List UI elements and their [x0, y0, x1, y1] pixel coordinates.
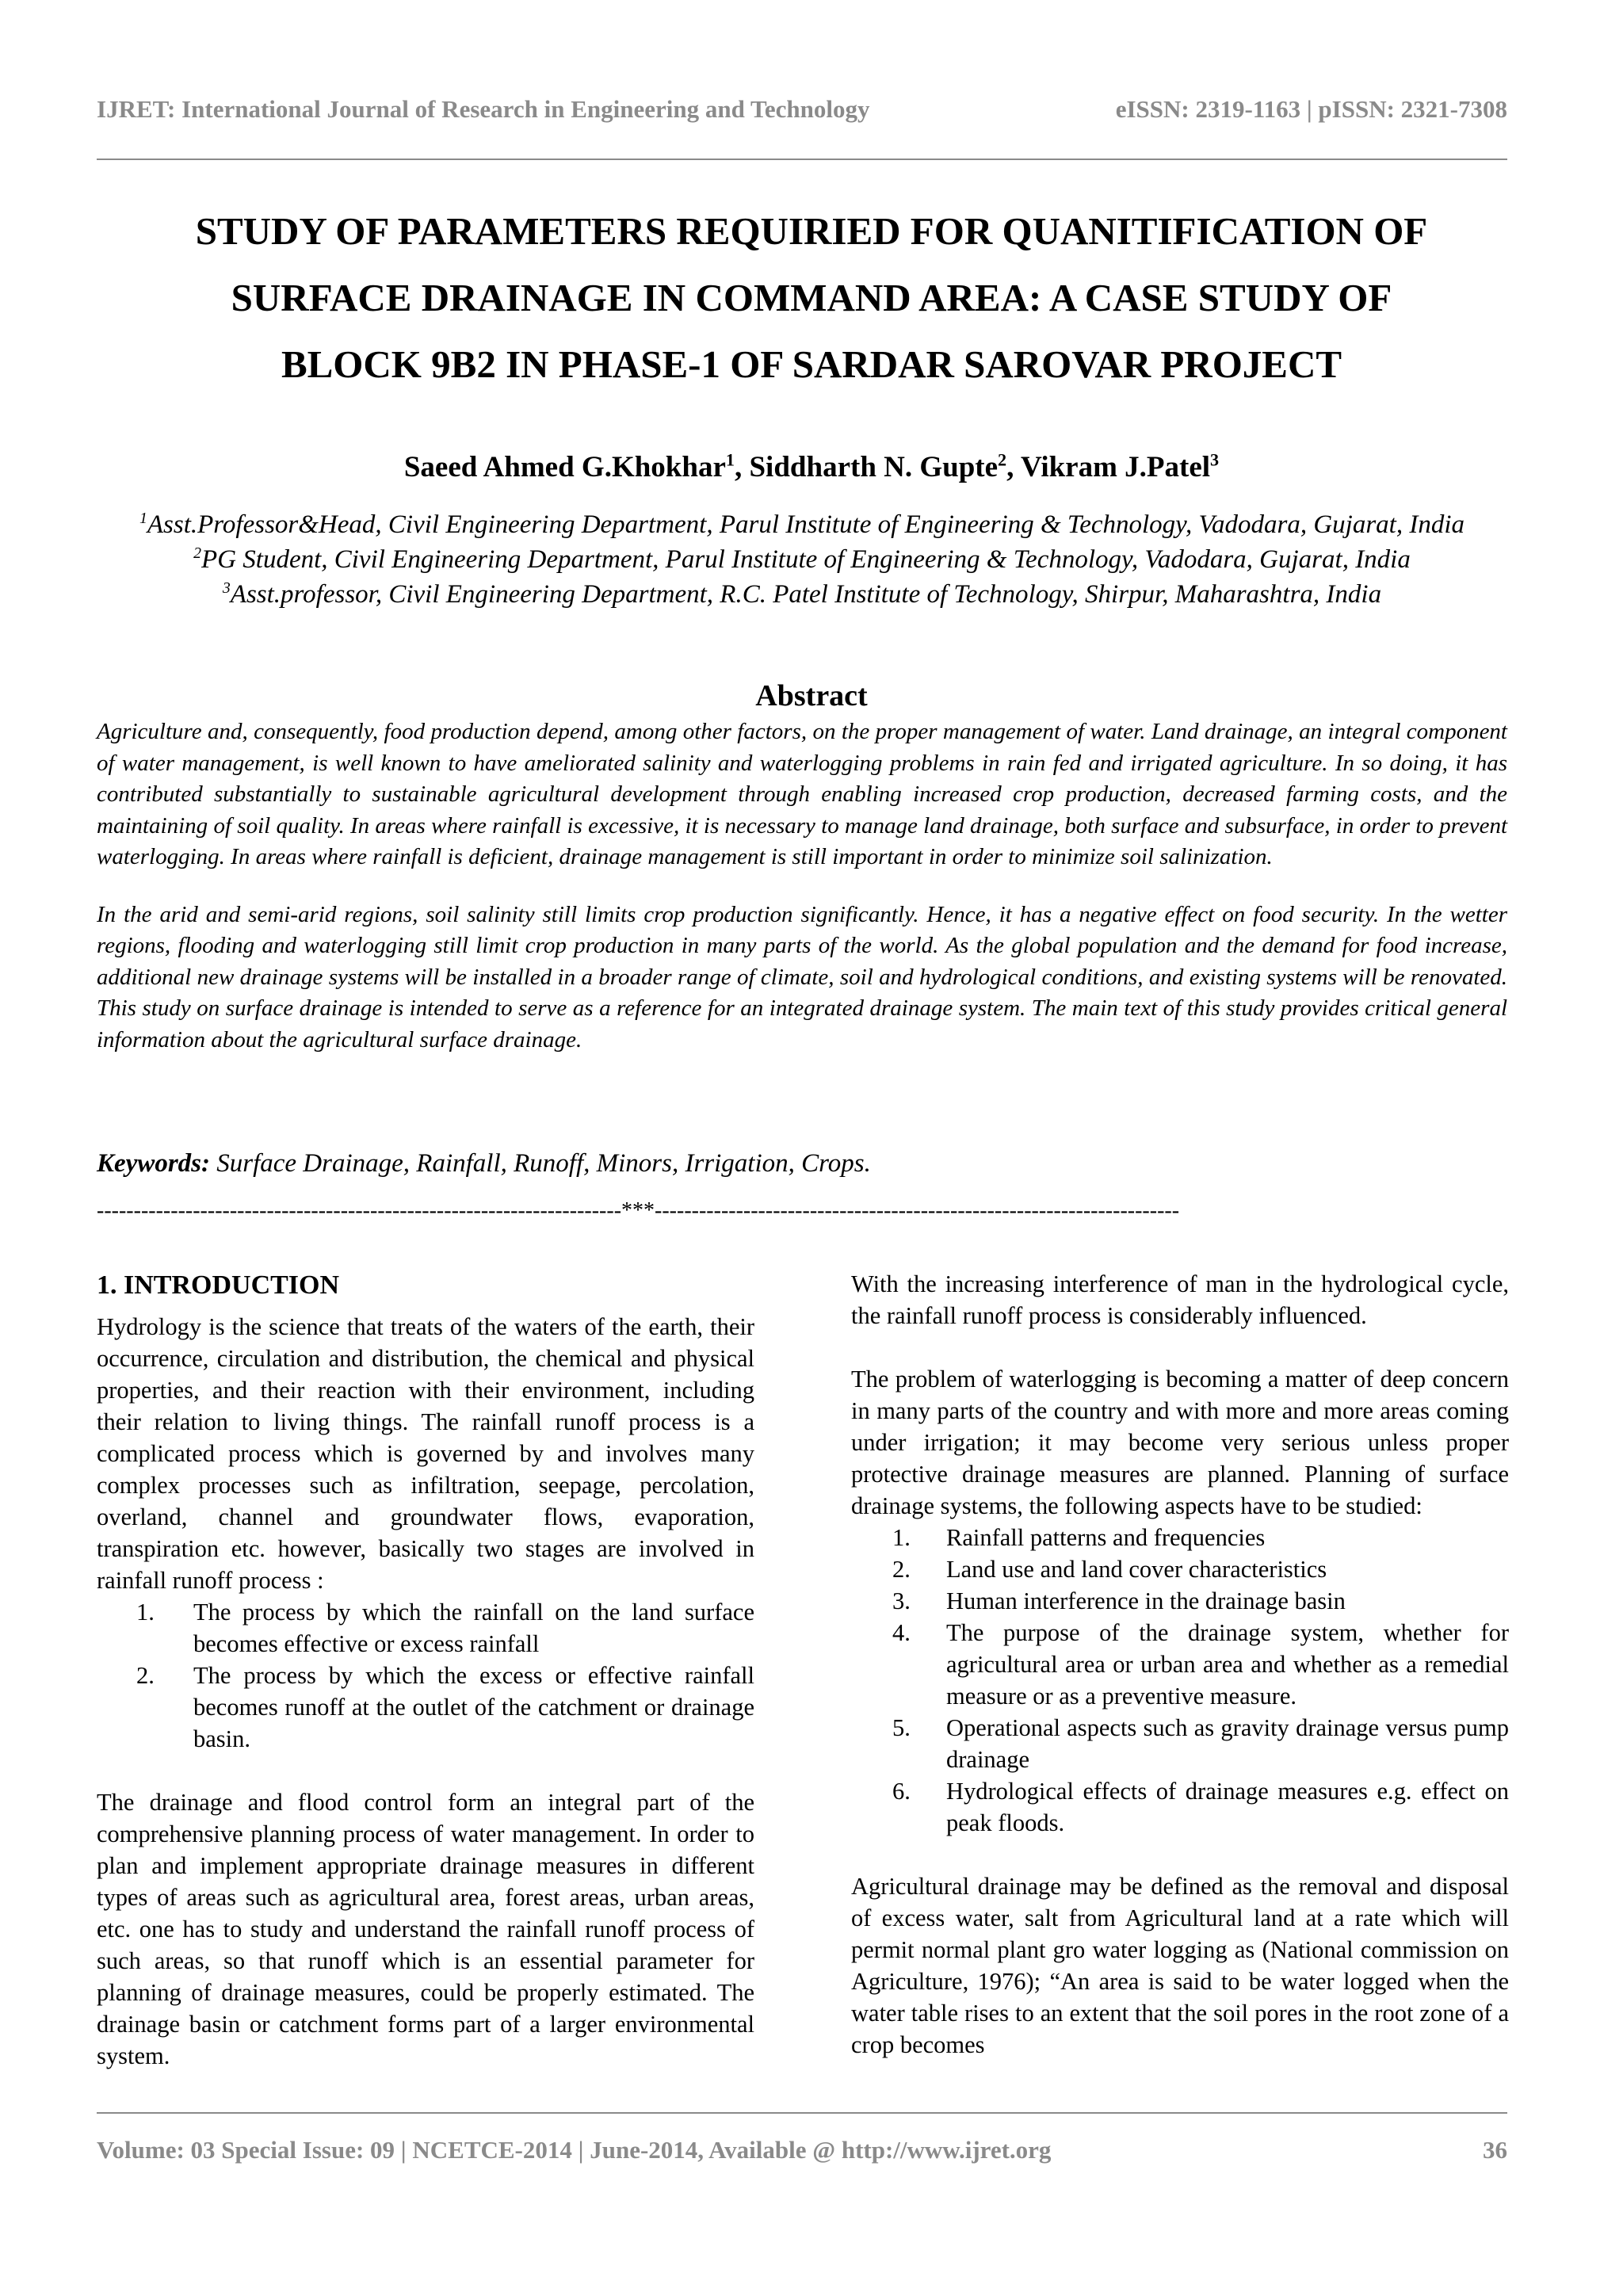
author-name: , Siddharth N. Gupte: [734, 451, 999, 483]
list-number: 1.: [892, 1524, 911, 1551]
list-number: 2.: [892, 1556, 911, 1583]
title-line: STUDY OF PARAMETERS REQUIRIED FOR QUANITIFICATION OF: [195, 209, 1428, 253]
author-name: Saeed Ahmed G.Khokhar: [403, 451, 726, 483]
keywords-text: Surface Drainage, Rainfall, Runoff, Minors, Irrigation, Crops.: [210, 1149, 871, 1178]
numbered-list: [851, 1522, 1509, 1839]
list-item: [97, 1596, 754, 1660]
list-text: Human interference in the drainage basin: [946, 1587, 1346, 1614]
keywords-label: Keywords:: [97, 1149, 210, 1178]
author-sup: 1: [725, 449, 735, 470]
affiliation-sup: 1: [139, 510, 147, 527]
abstract-paragraph: Agriculture and, consequently, food production depend, among other factors, on the proper management of water. Land drainage, an integral component of water management, is well known to have ameliorated salinity and waterlogging problems in rain fed and irrigated agriculture. In so doing, it has contributed substantially to sustainable agricultural development through enabling increased crop production, decreased farming costs, and the maintaining of soil quality. In areas where rainfall is excessive, it is necessary to manage land drainage, both surface and subsurface, in order to prevent waterlogging. In areas where rainfall is deficient, drainage management is still important in order to minimize soil salinization.: [97, 719, 1507, 869]
left-column: [97, 1268, 754, 2103]
body-paragraph: Hydrology is the science that treats of the waters of the earth, their occurrence, circulation and distribution, the chemical and physical properties, and their reaction with their environment, including their relation to living things. The rainfall runoff process is a complicated process which is governed by and involves many complex processes such as infiltration, seepage, percolation, overland, channel and groundwater flows, evaporation, transpiration etc. however, basically two stages are involved in rainfall runoff process :: [97, 1313, 754, 1594]
body-paragraph: The problem of waterlogging is becoming a matter of deep concern in many parts of the country and with more and more areas coming under irrigation; it may become very serious unless proper protective drainage measures are planned. Planning of surface drainage systems, the following aspects have to be studied:: [851, 1366, 1509, 1519]
list-item: [851, 1585, 1509, 1617]
affiliation: [97, 542, 1507, 577]
list-item: [851, 1775, 1509, 1839]
body-paragraph: The drainage and flood control form an integral part of the comprehensive planning process of water management. In order to plan and implement appropriate drainage measures in different types of areas such as agricultural area, forest areas, urban areas, etc. one has to study and understand the rainfall runoff process of such areas, so that runoff which is an essential parameter for planning of drainage measures, could be properly estimated. The drainage basin or catchment forms part of a larger environmental system.: [97, 1789, 754, 2069]
abstract-paragraph: In the arid and semi-arid regions, soil salinity still limits crop production significantly. Hence, it has a negative effect on food security. In the wetter regions, flooding and waterlogging still limit crop production in many parts of the world. As the global population and the demand for food increase, additional new drainage systems will be installed in a broader range of climate, soil and hydrological conditions, and existing systems will be renovated. This study on surface drainage is intended to serve as a reference for an integrated drainage system. The main text of this study provides critical general information about the agricultural surface drainage.: [97, 901, 1507, 1052]
affiliation-text: Asst.professor, Civil Engineering Department, R.C. Patel Institute of Technology, Shirpur, Maharashtra, India: [230, 580, 1382, 609]
affiliations: [97, 507, 1507, 612]
numbered-list: [97, 1596, 754, 1755]
body-paragraph: Agricultural drainage may be defined as the removal and disposal of excess water, salt from Agricultural land at a rate which will permit normal plant gro water logging as (National commission on Agriculture, 1976); “An area is said to be water logged when the water table rises to an extent that the soil pores in the root zone of a crop becomes: [851, 1873, 1509, 2058]
body-paragraph: With the increasing interference of man in the hydrological cycle, the rainfall runoff process is considerably influenced.: [851, 1270, 1509, 1329]
author-name: , Vikram J.Patel: [1006, 451, 1211, 483]
title-line: BLOCK 9B2 IN PHASE-1 OF SARDAR SAROVAR PROJECT: [281, 342, 1342, 386]
list-text: The process by which the excess or effective rainfall becomes runoff at the outlet of the catchment or drainage basin.: [193, 1662, 754, 1752]
paper-title: [79, 198, 1544, 398]
list-number: 4.: [892, 1619, 911, 1646]
list-number: 6.: [892, 1778, 911, 1805]
title-line: SURFACE DRAINAGE IN COMMAND AREA: A CASE STUDY OF: [231, 276, 1392, 319]
section-separator: -----------------------------------------------------------------------***-----------------------------------------------------------------------: [97, 1198, 1180, 1223]
author-list: [79, 450, 1544, 484]
list-text: Operational aspects such as gravity drainage versus pump drainage: [946, 1714, 1509, 1773]
right-column: [851, 1268, 1509, 2092]
issn: eISSN: 2319-1163 | pISSN: 2321-7308: [1115, 95, 1507, 123]
abstract-heading: Abstract: [755, 679, 868, 712]
affiliation-sup: 2: [193, 544, 202, 562]
running-header: [97, 95, 1507, 124]
footer-rule: [97, 2112, 1507, 2114]
section-heading: 1. INTRODUCTION: [97, 1270, 340, 1300]
author-sup: 3: [1210, 449, 1220, 470]
running-footer: [97, 2136, 1507, 2164]
list-item: [851, 1617, 1509, 1712]
affiliation: [97, 577, 1507, 612]
list-text: Rainfall patterns and frequencies: [946, 1524, 1266, 1551]
page-number: 36: [1483, 2136, 1507, 2164]
list-text: The process by which the rainfall on the land surface becomes effective or excess rainfall: [193, 1599, 754, 1657]
list-item: [851, 1553, 1509, 1585]
affiliation-text: PG Student, Civil Engineering Department, Parul Institute of Engineering & Technology, Vadodara, Gujarat, India: [201, 545, 1411, 574]
affiliation-text: Asst.Professor&Head, Civil Engineering Department, Parul Institute of Engineering & Technology, Vadodara, Gujarat, India: [147, 510, 1465, 539]
list-item: [851, 1522, 1509, 1553]
affiliation: [97, 507, 1507, 542]
affiliation-sup: 3: [222, 579, 231, 597]
list-number: 3.: [892, 1587, 911, 1614]
list-number: 2.: [136, 1662, 155, 1689]
abstract-body: [97, 716, 1507, 1082]
list-item: [97, 1660, 754, 1755]
list-text: The purpose of the drainage system, whether for agricultural area or urban area and whether as a remedial measure or as a preventive measure.: [946, 1619, 1509, 1710]
journal-name: IJRET: International Journal of Research in Engineering and Technology: [97, 95, 870, 123]
list-text: Land use and land cover characteristics: [946, 1556, 1327, 1583]
author-sup: 2: [998, 449, 1007, 470]
list-item: [851, 1712, 1509, 1775]
volume-info: Volume: 03 Special Issue: 09 | NCETCE-2014 | June-2014, Available @ http://www.ijret.org: [97, 2136, 1052, 2164]
list-number: 1.: [136, 1599, 155, 1626]
header-rule: [97, 159, 1507, 160]
list-number: 5.: [892, 1714, 911, 1741]
keywords: [97, 1149, 1507, 1179]
list-text: Hydrological effects of drainage measures e.g. effect on peak floods.: [946, 1778, 1509, 1836]
